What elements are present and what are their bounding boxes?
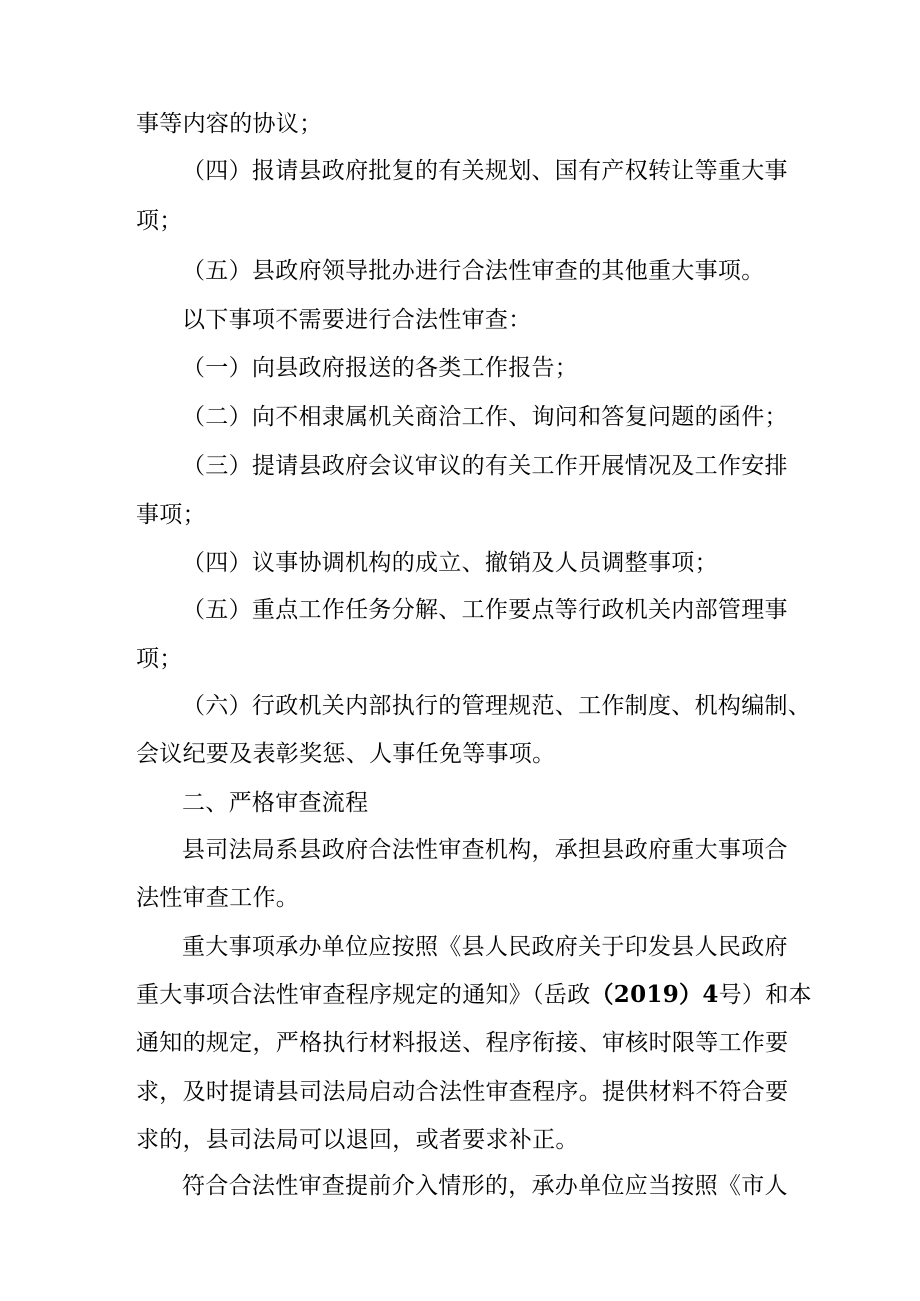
text-line: 通知的规定，严格执行材料报送、程序衔接、审核时限等工作要 <box>136 1030 789 1056</box>
text-line: （一）向县政府报送的各类工作报告； <box>182 355 579 381</box>
text-line: 求的，县司法局可以退回，或者要求补正。 <box>136 1127 579 1153</box>
text-line: 以下事项不需要进行合法性审查： <box>182 307 532 333</box>
text-segment: 号）和本 <box>718 982 812 1008</box>
text-line: 符合合法性审查提前介入情形的，承办单位应当按照《市人 <box>182 1173 788 1199</box>
text-line: 会议纪要及表彰奖惩、人事任免等事项。 <box>136 741 556 767</box>
text-line: （五）重点工作任务分解、工作要点等行政机关内部管理事 <box>182 597 788 623</box>
text-line: （三）提请县政府会议审议的有关工作开展情况及工作安排 <box>182 453 788 479</box>
text-line: （五）县政府领导批办进行合法性审查的其他重大事项。 <box>182 258 765 284</box>
text-line: 法性审查工作。 <box>136 885 300 911</box>
text-line: 县司法局系县政府合法性审查机构，承担县政府重大事项合 <box>182 837 788 863</box>
text-line: 求，及时提请县司法局启动合法性审查程序。提供材料不符合要 <box>136 1079 789 1105</box>
text-line <box>136 980 812 1010</box>
section-heading: 二、严格审查流程 <box>182 790 369 816</box>
text-line: （四）报请县政府批复的有关规划、国有产权转让等重大事 <box>182 158 788 184</box>
text-line: 项； <box>136 646 183 672</box>
text-segment: 重大事项合法性审查程序规定的通知》（岳政 <box>136 982 591 1008</box>
text-line: （四）议事协调机构的成立、撤销及人员调整事项； <box>182 550 718 576</box>
text-line: （六）行政机关内部执行的管理规范、工作制度、机构编制、 <box>182 693 812 719</box>
text-line: 事等内容的协议； <box>136 111 323 137</box>
document-number: （2019）4 <box>590 981 719 1008</box>
text-line: （二）向不相隶属机关商洽工作、询问和答复问题的函件； <box>182 404 788 430</box>
text-line: 重大事项承办单位应按照《县人民政府关于印发县人民政府 <box>182 934 788 960</box>
text-line: 事项； <box>136 502 206 528</box>
text-line: 项； <box>136 208 183 234</box>
